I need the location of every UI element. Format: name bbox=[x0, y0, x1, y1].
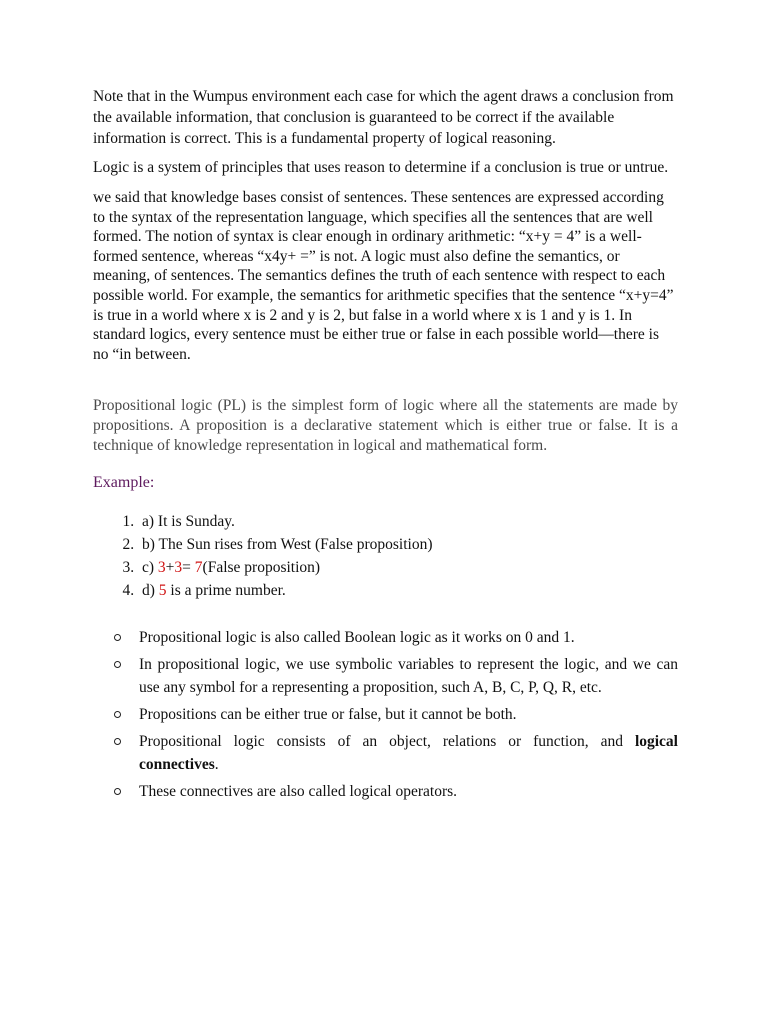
example-text: b) The Sun rises from West (False proposition) bbox=[142, 535, 433, 553]
paragraph-wumpus: Note that in the Wumpus environment each case for which the agent draws a conclusion from the available information, that conclusion is guaranteed to be correct if the available information is correct. This is a fundamental property of logical reasoning. bbox=[93, 88, 674, 147]
circle-bullet-icon bbox=[114, 738, 121, 745]
example-text: c) bbox=[142, 558, 158, 576]
bullet-item bbox=[93, 780, 678, 803]
example-text: d) bbox=[142, 581, 159, 599]
circle-bullet-icon bbox=[114, 711, 121, 718]
bullet-text: Propositional logic consists of an object, relations or function, and bbox=[139, 732, 635, 750]
bullet-list bbox=[93, 626, 678, 803]
example-item bbox=[138, 533, 678, 556]
example-number: 3 bbox=[157, 558, 166, 576]
example-text: a) It is Sunday. bbox=[142, 512, 235, 530]
paragraph-knowledge-bases: we said that knowledge bases consist of sentences. These sentences are expressed according to the syntax of the representation language, which specifies all the sentences that are well formed. The notion of syntax is clear enough in ordinary arithmetic: “x+y = 4” is a well-formed sentence, whereas “x4y+ =” is not. A logic must also define the semantics, or meaning, of sentences. The semantics defines the truth of each sentence with respect to each possible world. For example, the semantics for arithmetic specifies that the sentence “x+y=4” is true in a world where x is 2 and y is 2, but false in a world where x is 1 and y is 1. In standard logics, every sentence must be either true or false in each possible world—there is no “in between. bbox=[93, 189, 674, 363]
bullet-text: In propositional logic, we use symbolic variables to represent the logic, and we can use any symbol for a representing a proposition, such A, B, C, P, Q, R, etc. bbox=[139, 655, 678, 696]
bullet-text: These connectives are also called logical operators. bbox=[139, 782, 458, 800]
example-heading: Example: bbox=[93, 473, 155, 491]
bullet-item bbox=[93, 703, 678, 726]
example-operator: + bbox=[165, 558, 175, 576]
document-page bbox=[93, 86, 678, 807]
paragraph-logic-definition: Logic is a system of principles that uses reason to determine if a conclusion is true or untrue. bbox=[93, 159, 669, 176]
example-text: is a prime number. bbox=[166, 581, 286, 599]
circle-bullet-icon bbox=[114, 634, 121, 641]
bullet-item bbox=[93, 626, 678, 649]
example-item bbox=[138, 579, 678, 602]
example-number: 5 bbox=[158, 581, 167, 599]
example-number: 7 bbox=[194, 558, 203, 576]
example-text: (False proposition) bbox=[202, 558, 321, 576]
bullet-text: Propositional logic is also called Boolean logic as it works on 0 and 1. bbox=[139, 628, 575, 646]
bold-term: logical connectives bbox=[139, 732, 678, 773]
circle-bullet-icon bbox=[114, 661, 121, 668]
example-item bbox=[138, 510, 678, 533]
bullet-item bbox=[93, 653, 678, 699]
example-number: 3 bbox=[174, 558, 183, 576]
paragraph-propositional-logic: Propositional logic (PL) is the simplest form of logic where all the statements are made by propositions. A proposition is a declarative statement which is either true or false. It is a technique of knowledge representation in logical and mathematical form. bbox=[93, 397, 678, 454]
circle-bullet-icon bbox=[114, 788, 121, 795]
bullet-text: Propositions can be either true or false, but it cannot be both. bbox=[139, 705, 517, 723]
bullet-item bbox=[93, 730, 678, 776]
example-item bbox=[138, 556, 678, 579]
example-operator: = bbox=[182, 558, 195, 576]
examples-list bbox=[93, 510, 678, 602]
bullet-text: . bbox=[214, 755, 219, 773]
